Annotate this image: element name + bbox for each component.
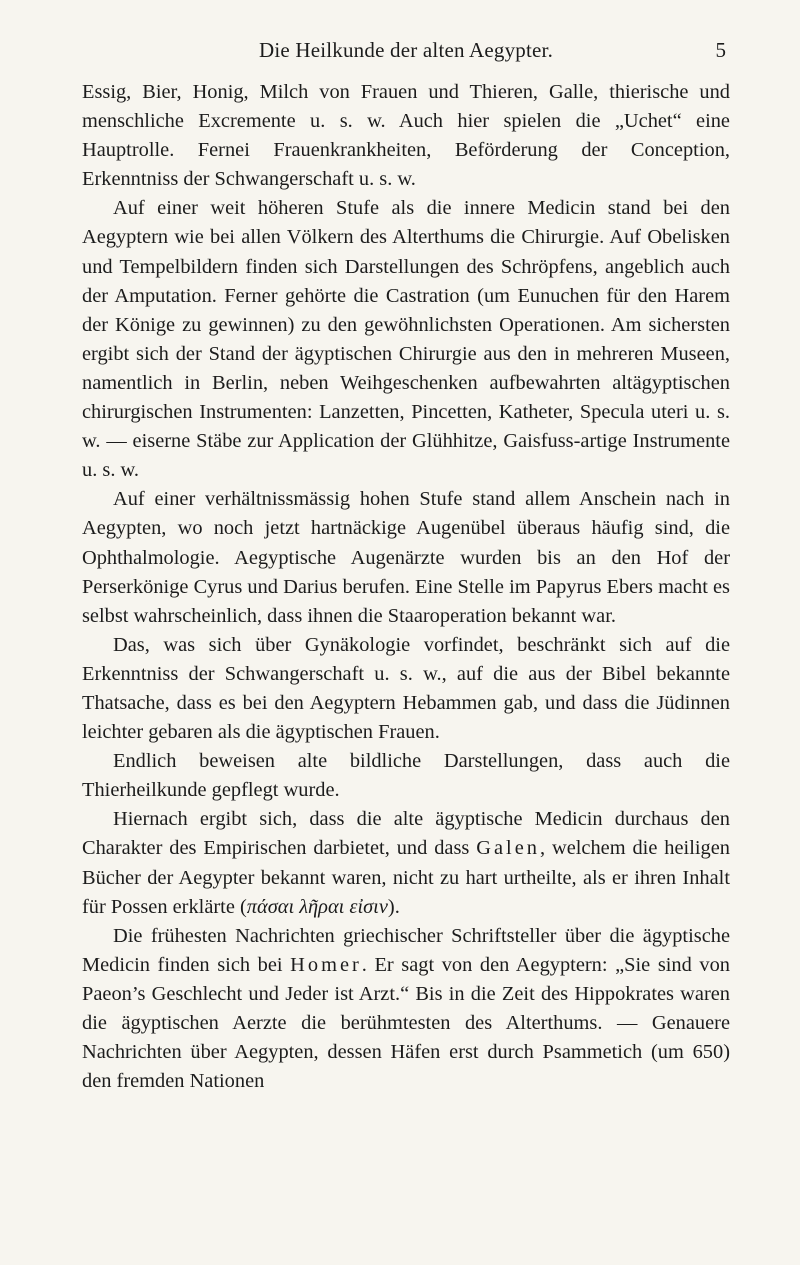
running-title: Die Heilkunde der alten Aegypter. bbox=[258, 38, 554, 62]
page-number: 5 bbox=[715, 38, 726, 62]
book-page bbox=[82, 38, 730, 1096]
name-galen: Galen bbox=[476, 837, 540, 860]
greek-quotation: πάσαι λῆραι εἰσιν bbox=[246, 895, 388, 918]
paragraph-galen bbox=[82, 805, 730, 921]
paragraph-surgery: Auf einer weit höheren Stufe als die innere Medicin stand bei den Aegyptern wie bei allen Völkern des Alterthums die Chirurgie. Auf Obelisken und Tempelbildern finden sich Darstellungen des Schröpfens, angeblich auch der Amputation. Ferner gehörte die Castration (um Eunuchen für den Harem der Könige zu gewinnen) zu den gewöhnlichsten Operationen. Am sichersten ergibt sich der Stand der ägyptischen Chirurgie aus den in mehreren Museen, namentlich in Berlin, neben Weihgeschenken aufbewahrten altägyptischen chirurgischen Instrumenten: Lanzetten, Pincetten, Katheter, Specula uteri u. s. w. — eiserne Stäbe zur Application der Glühhitze, Gaisfuss-artige Instrumente u. s. w. bbox=[82, 197, 730, 482]
paragraph-homer bbox=[82, 922, 730, 1097]
paragraph-galen-text-3: ). bbox=[387, 895, 400, 918]
paragraph-galen-text-1: Hiernach ergibt sich, dass die alte ägyptische Medicin durchaus den Charakter des Empirischen darbietet, und dass bbox=[82, 808, 730, 860]
paragraph-veterinary: Endlich beweisen alte bildliche Darstellungen, dass auch die Thierheilkunde gepflegt wurde. bbox=[82, 750, 730, 802]
paragraph-galen-text-2: , welchem die heiligen Bücher der Aegypter bekannt waren, nicht zu hart urtheilte, als er ihren Inhalt für Possen erklärte ( bbox=[82, 837, 730, 918]
running-head bbox=[82, 38, 730, 72]
paragraph-gynecology: Das, was sich über Gynäkologie vorfindet, beschränkt sich auf die Erkenntniss der Schwangerschaft u. s. w., auf die aus der Bibel bekannte Thatsache, dass es bei den Aegyptern Hebammen gab, und dass die Jüdinnen leichter gebaren als die ägyptischen Frauen. bbox=[82, 633, 730, 744]
body-text bbox=[82, 78, 730, 1096]
paragraph-homer-text-2: . Er sagt von den Aegyptern: „Sie sind von Paeon’s Geschlecht und Jeder ist Arzt.“ Bis in die Zeit des Hippokrates waren die ägyptischen Aerzte die berühmtesten des Alterthums. — Genauere Nachrichten über Aegypten, dessen Häfen erst durch Psammetich (um 650) den fremden Nationen bbox=[82, 953, 730, 1093]
paragraph-ophthalmology: Auf einer verhältnissmässig hohen Stufe stand allem Anschein nach in Aegypten, wo noch jetzt hartnäckige Augenübel überaus häufig sind, die Ophthalmologie. Aegyptische Augenärzte wurden bis an den Hof der Perserkönige Cyrus und Darius berufen. Eine Stelle im Papyrus Ebers macht es selbst wahrscheinlich, dass ihnen die Staaroperation bekannt war. bbox=[82, 488, 730, 627]
paragraph-homer-text-1: Die frühesten Nachrichten griechischer Schriftsteller über die ägyptische Medicin finden sich bei bbox=[82, 924, 730, 976]
paragraph-remedies: Essig, Bier, Honig, Milch von Frauen und Thieren, Galle, thierische und menschliche Excremente u. s. w. Auch hier spielen die „Uchet“ eine Hauptrolle. Fernei Frauenkrankheiten, Beförderung der Conception, Erkenntniss der Schwangerschaft u. s. w. bbox=[82, 81, 730, 191]
name-homer: Homer bbox=[290, 953, 362, 976]
